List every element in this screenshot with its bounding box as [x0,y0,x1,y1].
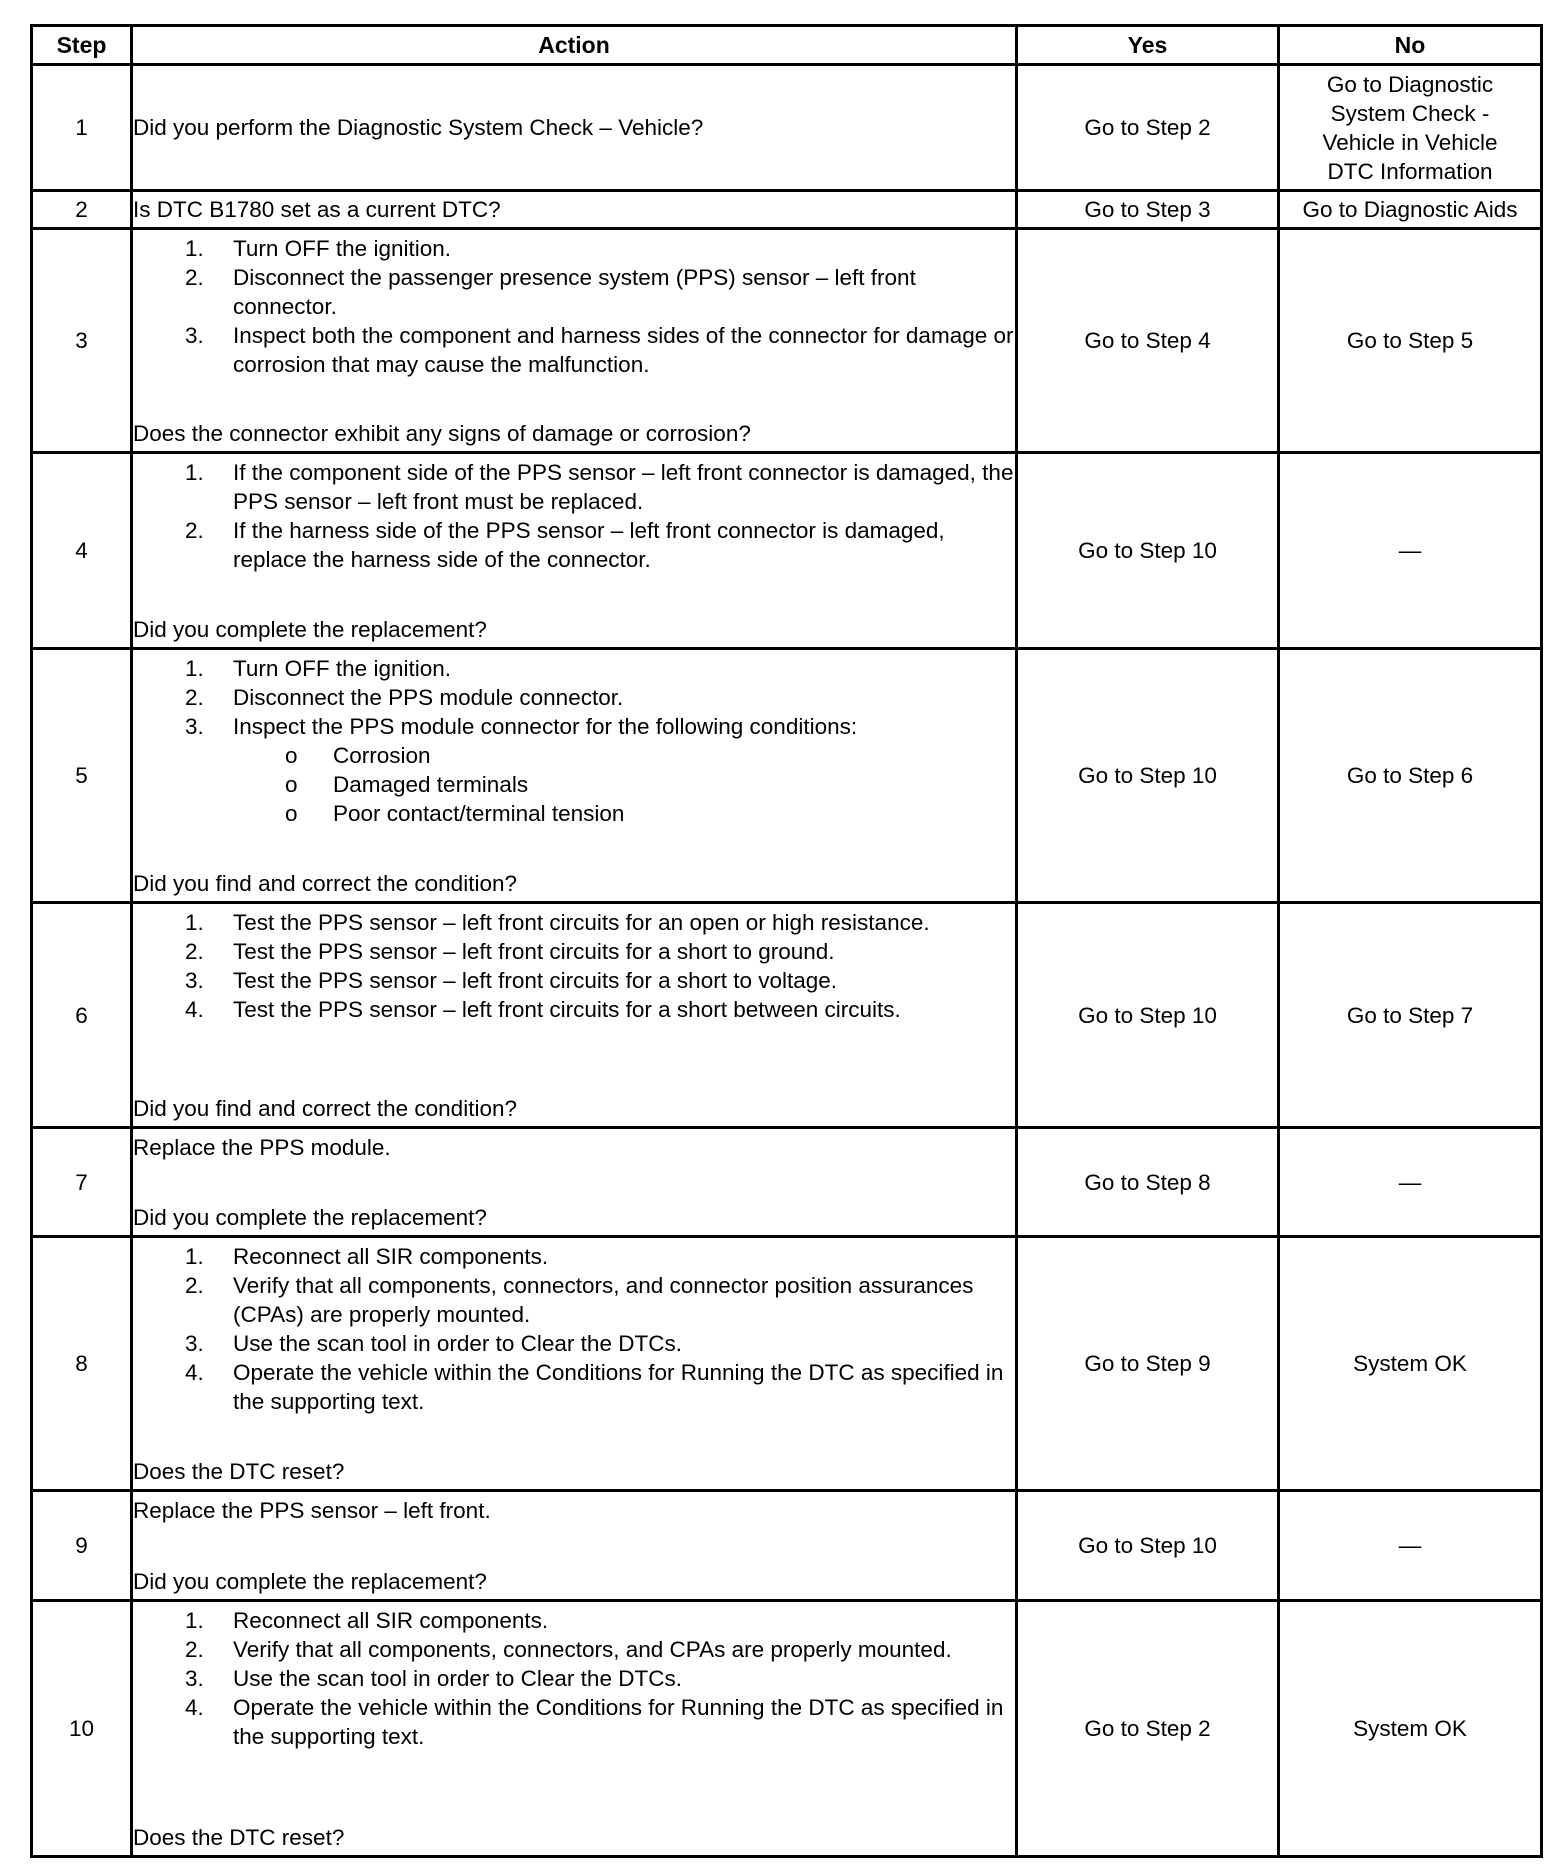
step-list [133,1242,1015,1416]
list-item: 1. If the component side of the PPS sensor – left front connector is damaged, the PPS sensor – left front must be replaced. [185,459,1014,514]
list-item: 2. Verify that all components, connectors, and connector position assurances (CPAs) are properly mounted. [185,1272,974,1327]
step-number: 6 [32,903,132,1128]
no-result: — [1279,1128,1542,1237]
action-cell [132,1128,1017,1237]
list-item: 2. If the harness side of the PPS sensor – left front connector is damaged, replace the harness side of the connector. [185,517,945,572]
list-item: 1. Test the PPS sensor – left front circuits for an open or high resistance. [185,909,930,935]
yes-result: Go to Step 10 [1017,903,1279,1128]
step-number: 4 [32,453,132,649]
table-row [32,191,1542,229]
list-item: 1. Reconnect all SIR components. [185,1607,549,1633]
yes-result: Go to Step 4 [1017,229,1279,453]
list-number: 1. [185,909,204,935]
no-result: Go to Step 6 [1279,649,1542,903]
step-number: 3 [32,229,132,453]
list-item: 2. Verify that all components, connectors, and CPAs are properly mounted. [185,1636,952,1662]
step-list [133,654,1015,828]
action-question: Does the DTC reset? [133,1824,345,1850]
no-result: — [1279,1491,1542,1601]
list-number: 1. [185,235,204,261]
action-question: Did you complete the replacement? [133,616,487,642]
list-item: 3. Inspect the PPS module connector for the following conditions: o Corrosion o Damaged terminals o Poor contact/terminal tension [133,712,1015,828]
list-number: 3. [185,1665,204,1691]
list-number: 2. [185,517,204,543]
table-row [32,1601,1542,1857]
table-row [32,903,1542,1128]
yes-result: Go to Step 2 [1017,1601,1279,1857]
no-result: System OK [1279,1601,1542,1857]
header-step: Step [32,26,132,65]
table-row [32,229,1542,453]
action-text: Replace the PPS sensor – left front. [133,1497,491,1523]
action-cell [132,229,1017,453]
list-item: 1. Turn OFF the ignition. [185,235,452,261]
no-result: — [1279,453,1542,649]
step-number: 7 [32,1128,132,1237]
condition-item: o Corrosion [285,742,431,768]
list-number: 4. [185,996,204,1022]
step-number: 5 [32,649,132,903]
yes-result: Go to Step 10 [1017,453,1279,649]
action-question: Does the connector exhibit any signs of damage or corrosion? [133,420,751,446]
action-text: Replace the PPS module. [133,1134,391,1160]
list-number: 2. [185,1272,204,1298]
condition-list [133,741,1015,828]
no-result-line: DTC Information [1327,158,1493,184]
list-number: 1. [185,1243,204,1269]
header-no: No [1279,26,1542,65]
list-number: 3. [185,967,204,993]
list-item: 1. Reconnect all SIR components. [185,1243,549,1269]
list-item: 4. Operate the vehicle within the Conditions for Running the DTC as specified in the supporting text. [185,1694,1004,1749]
list-number: 2. [185,264,204,290]
step-number: 2 [32,191,132,229]
bullet-icon: o [285,742,298,768]
list-number: 2. [185,938,204,964]
action-cell [132,1491,1017,1601]
list-number: 3. [185,713,204,739]
bullet-icon: o [285,800,298,826]
list-item: 3. Inspect both the component and harness sides of the connector for damage or corrosion that may cause the malfunction. [185,322,1014,377]
no-result-line: System Check - [1330,100,1490,126]
table-row [32,1237,1542,1491]
yes-result: Go to Step 2 [1017,65,1279,191]
list-number: 1. [185,459,204,485]
step-list [133,908,1015,1024]
header-row [32,26,1542,65]
table-row [32,649,1542,903]
step-list [133,234,1015,379]
yes-result: Go to Step 9 [1017,1237,1279,1491]
list-item: 3. Test the PPS sensor – left front circuits for a short to voltage. [185,967,838,993]
header-yes: Yes [1017,26,1279,65]
list-number: 1. [185,1607,204,1633]
table-row [32,1128,1542,1237]
list-item: 4. Operate the vehicle within the Conditions for Running the DTC as specified in the supporting text. [185,1359,1004,1414]
header-action: Action [132,26,1017,65]
list-item: 2. Disconnect the passenger presence system (PPS) sensor – left front connector. [185,264,916,319]
yes-result: Go to Step 3 [1017,191,1279,229]
condition-item: o Damaged terminals [285,771,529,797]
condition-item: o Poor contact/terminal tension [285,800,625,826]
bullet-icon: o [285,771,298,797]
step-list [133,1606,1015,1751]
step-list [133,458,1015,574]
no-result [1279,65,1542,191]
no-result-line: Vehicle in Vehicle [1322,129,1498,155]
yes-result: Go to Step 10 [1017,649,1279,903]
table-row [32,65,1542,191]
no-result: Go to Step 7 [1279,903,1542,1128]
action-cell [132,649,1017,903]
action-text: Is DTC B1780 set as a current DTC? [133,197,501,222]
diagnostic-table [30,24,1543,1858]
list-item: 4. Test the PPS sensor – left front circuits for a short between circuits. [185,996,901,1022]
list-number: 4. [185,1359,204,1385]
list-number: 1. [185,655,204,681]
step-number: 1 [32,65,132,191]
step-number: 8 [32,1237,132,1491]
list-item: 3. Use the scan tool in order to Clear the DTCs. [185,1330,682,1356]
no-result: Go to Step 5 [1279,229,1542,453]
list-number: 2. [185,684,204,710]
action-question: Did you complete the replacement? [133,1568,487,1594]
action-question: Did you complete the replacement? [133,1204,487,1230]
action-cell [132,903,1017,1128]
action-question: Did you find and correct the condition? [133,870,517,896]
list-item: 3. Use the scan tool in order to Clear the DTCs. [185,1665,682,1691]
action-cell [132,191,1017,229]
list-number: 3. [185,322,204,348]
action-cell [132,1601,1017,1857]
action-text: Did you perform the Diagnostic System Check – Vehicle? [133,115,704,140]
action-cell [132,453,1017,649]
yes-result: Go to Step 8 [1017,1128,1279,1237]
step-number: 10 [32,1601,132,1857]
yes-result: Go to Step 10 [1017,1491,1279,1601]
action-cell [132,65,1017,191]
action-question: Did you find and correct the condition? [133,1095,517,1121]
list-number: 3. [185,1330,204,1356]
no-result-line: Go to Diagnostic [1326,71,1494,97]
table-row [32,1491,1542,1601]
list-number: 2. [185,1636,204,1662]
action-cell [132,1237,1017,1491]
list-number: 4. [185,1694,204,1720]
list-item: 1. Turn OFF the ignition. [185,655,452,681]
list-item: 2. Test the PPS sensor – left front circuits for a short to ground. [185,938,835,964]
action-question: Does the DTC reset? [133,1458,345,1484]
no-result: Go to Diagnostic Aids [1279,191,1542,229]
table-row [32,453,1542,649]
step-number: 9 [32,1491,132,1601]
list-item: 2. Disconnect the PPS module connector. [185,684,624,710]
no-result: System OK [1279,1237,1542,1491]
